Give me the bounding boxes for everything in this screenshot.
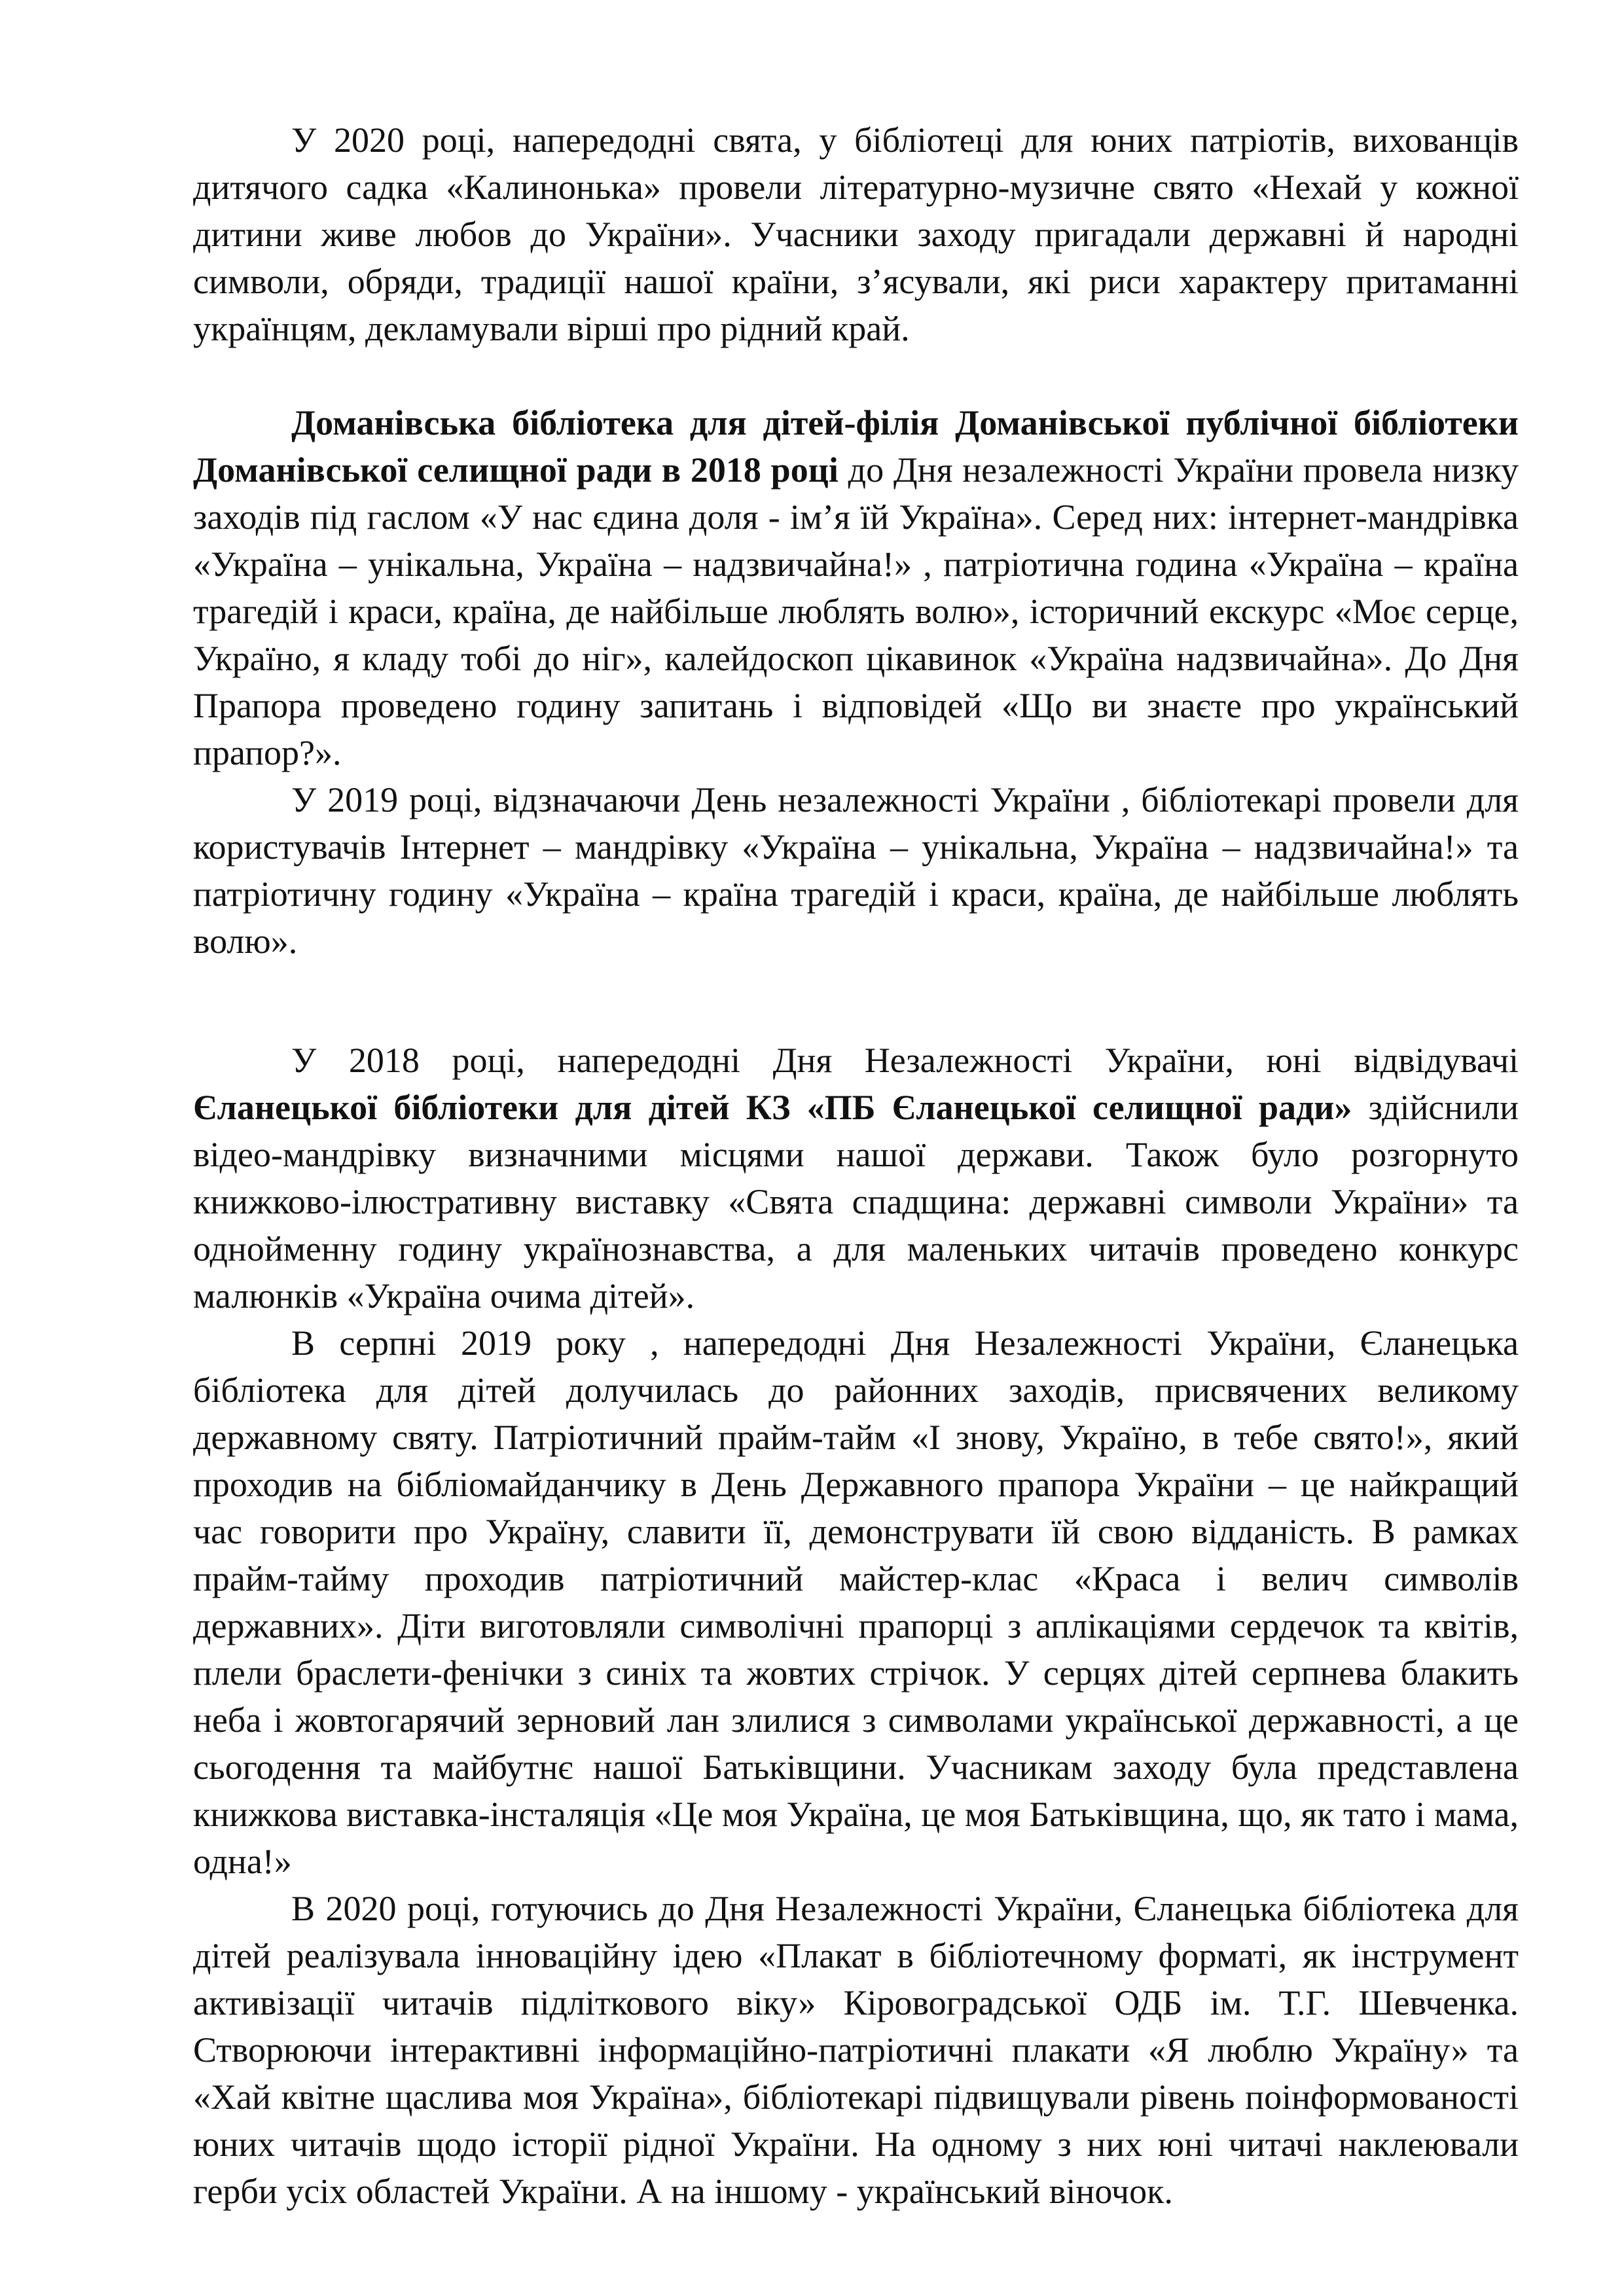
paragraph-text: В серпні 2019 року , напередодні Дня Незалежності України, Єланецька бібліотека для дітей долучилась до районних заходів, присвячених великому державному святу. Патріотичний прайм-тайм «І знову, Україно, в тебе свято!», який проходив на бібліомайданчику в День Державного прапора України – це найкращий час говорити про Україну, славити її, демонструвати їй свою відданість. В рамках прайм-тайму проходив патріотичний майстер-клас «Краса і велич символів державних». Діти виготовляли символічні прапорці з аплікаціями сердечок та квітів, плели браслети-фенічки з синіх та жовтих стрічок. У серцях дітей серпнева блакить неба і жовтогарячий зерновий лан злилися з символами української державності, а це сьогодення та майбутнє нашої Батьківщини. Учасникам заходу була представлена книжкова виставка-інсталяція «Це моя Україна, це моя Батьківщина, що, як тато і мама, одна!» [193,1323,1519,1881]
paragraph-spacer [193,965,1519,1037]
paragraph-text: У 2019 році, відзначаючи День незалежності України , бібліотекарі провели для користувачів Інтернет – мандрівку «Україна – унікальна, Україна – надзвичайна!» та патріотичну годину «Україна – країна трагедій і краси, країна, де найбільше люблять волю». [193,780,1519,961]
paragraph-text: до Дня незалежності України провела низку заходів під гаслом «У нас єдина доля - ім’я їй Україна». Серед них: інтернет-мандрівка «Україна – унікальна, Україна – надзвичайна!» , патріотична година «Україна – країна трагедій і краси, країна, де найбільше люблять волю», історичний екскурс «Моє серце, Україно, я кладу тобі до ніг», калейдоскоп цікавинок «Україна надзвичайна». До Дня Прапора проведено годину запитань і відповідей «Що ви знаєте про український прапор?». [193,450,1519,772]
paragraph-kalynonka-2020 [193,117,1519,352]
paragraph-spacer [193,352,1519,399]
paragraph-text: здійснили відео-мандрівку визначними місцями нашої держави. Також було розгорнуто книжково-ілюстративну виставку «Свята спадщина: державні символи України» та однойменну годину українознавства, а для маленьких читачів проведено конкурс малюнків «Україна очима дітей». [193,1088,1519,1316]
paragraph-text: У 2020 році, напередодні свята, у бібліотеці для юних патріотів, вихованців дитячого садка «Калинонька» провели літературно-музичне свято «Нехай у кожної дитини живе любов до України». Учасники заходу пригадали державні й народні символи, обряди, традиції нашої країни, з’ясували, які риси характеру притаманні українцям, декламували вірші про рідний край. [193,120,1519,348]
library-name-domanivka: Доманівська бібліотека для дітей-філія Доманівської публічної бібліотеки Доманівської селищної ради в 2018 році [193,403,1519,490]
paragraph-domanivka-2019 [193,776,1519,965]
paragraph-text: В 2020 році, готуючись до Дня Незалежності України, Єланецька бібліотека для дітей реалізувала інноваційну ідею «Плакат в бібліотечному форматі, як інструмент активізації читачів підліткового віку» Кіровоградської ОДБ ім. Т.Г. Шевченка. Створюючи інтерактивні інформаційно-патріотичні плакати «Я люблю Україну» та «Хай квітне щаслива моя Україна», бібліотекарі підвищували рівень поінформованості юних читачів щодо історії рідної України. На одному з них юні читачі наклеювали герби усіх областей України. А на іншому - український віночок. [193,1889,1519,2211]
paragraph-yelanets-2019 [193,1319,1519,1885]
paragraph-text: У 2018 році, напередодні Дня Незалежності України, юні відвідувачі [291,1041,1519,1080]
paragraph-yelanets-2018 [193,1037,1519,1319]
paragraph-domanivka-2018 [193,399,1519,776]
library-name-yelanets: Єланецької бібліотеки для дітей КЗ «ПБ Єланецької селищної ради» [193,1088,1352,1127]
paragraph-yelanets-2020 [193,1885,1519,2215]
document-body [193,117,1519,2215]
